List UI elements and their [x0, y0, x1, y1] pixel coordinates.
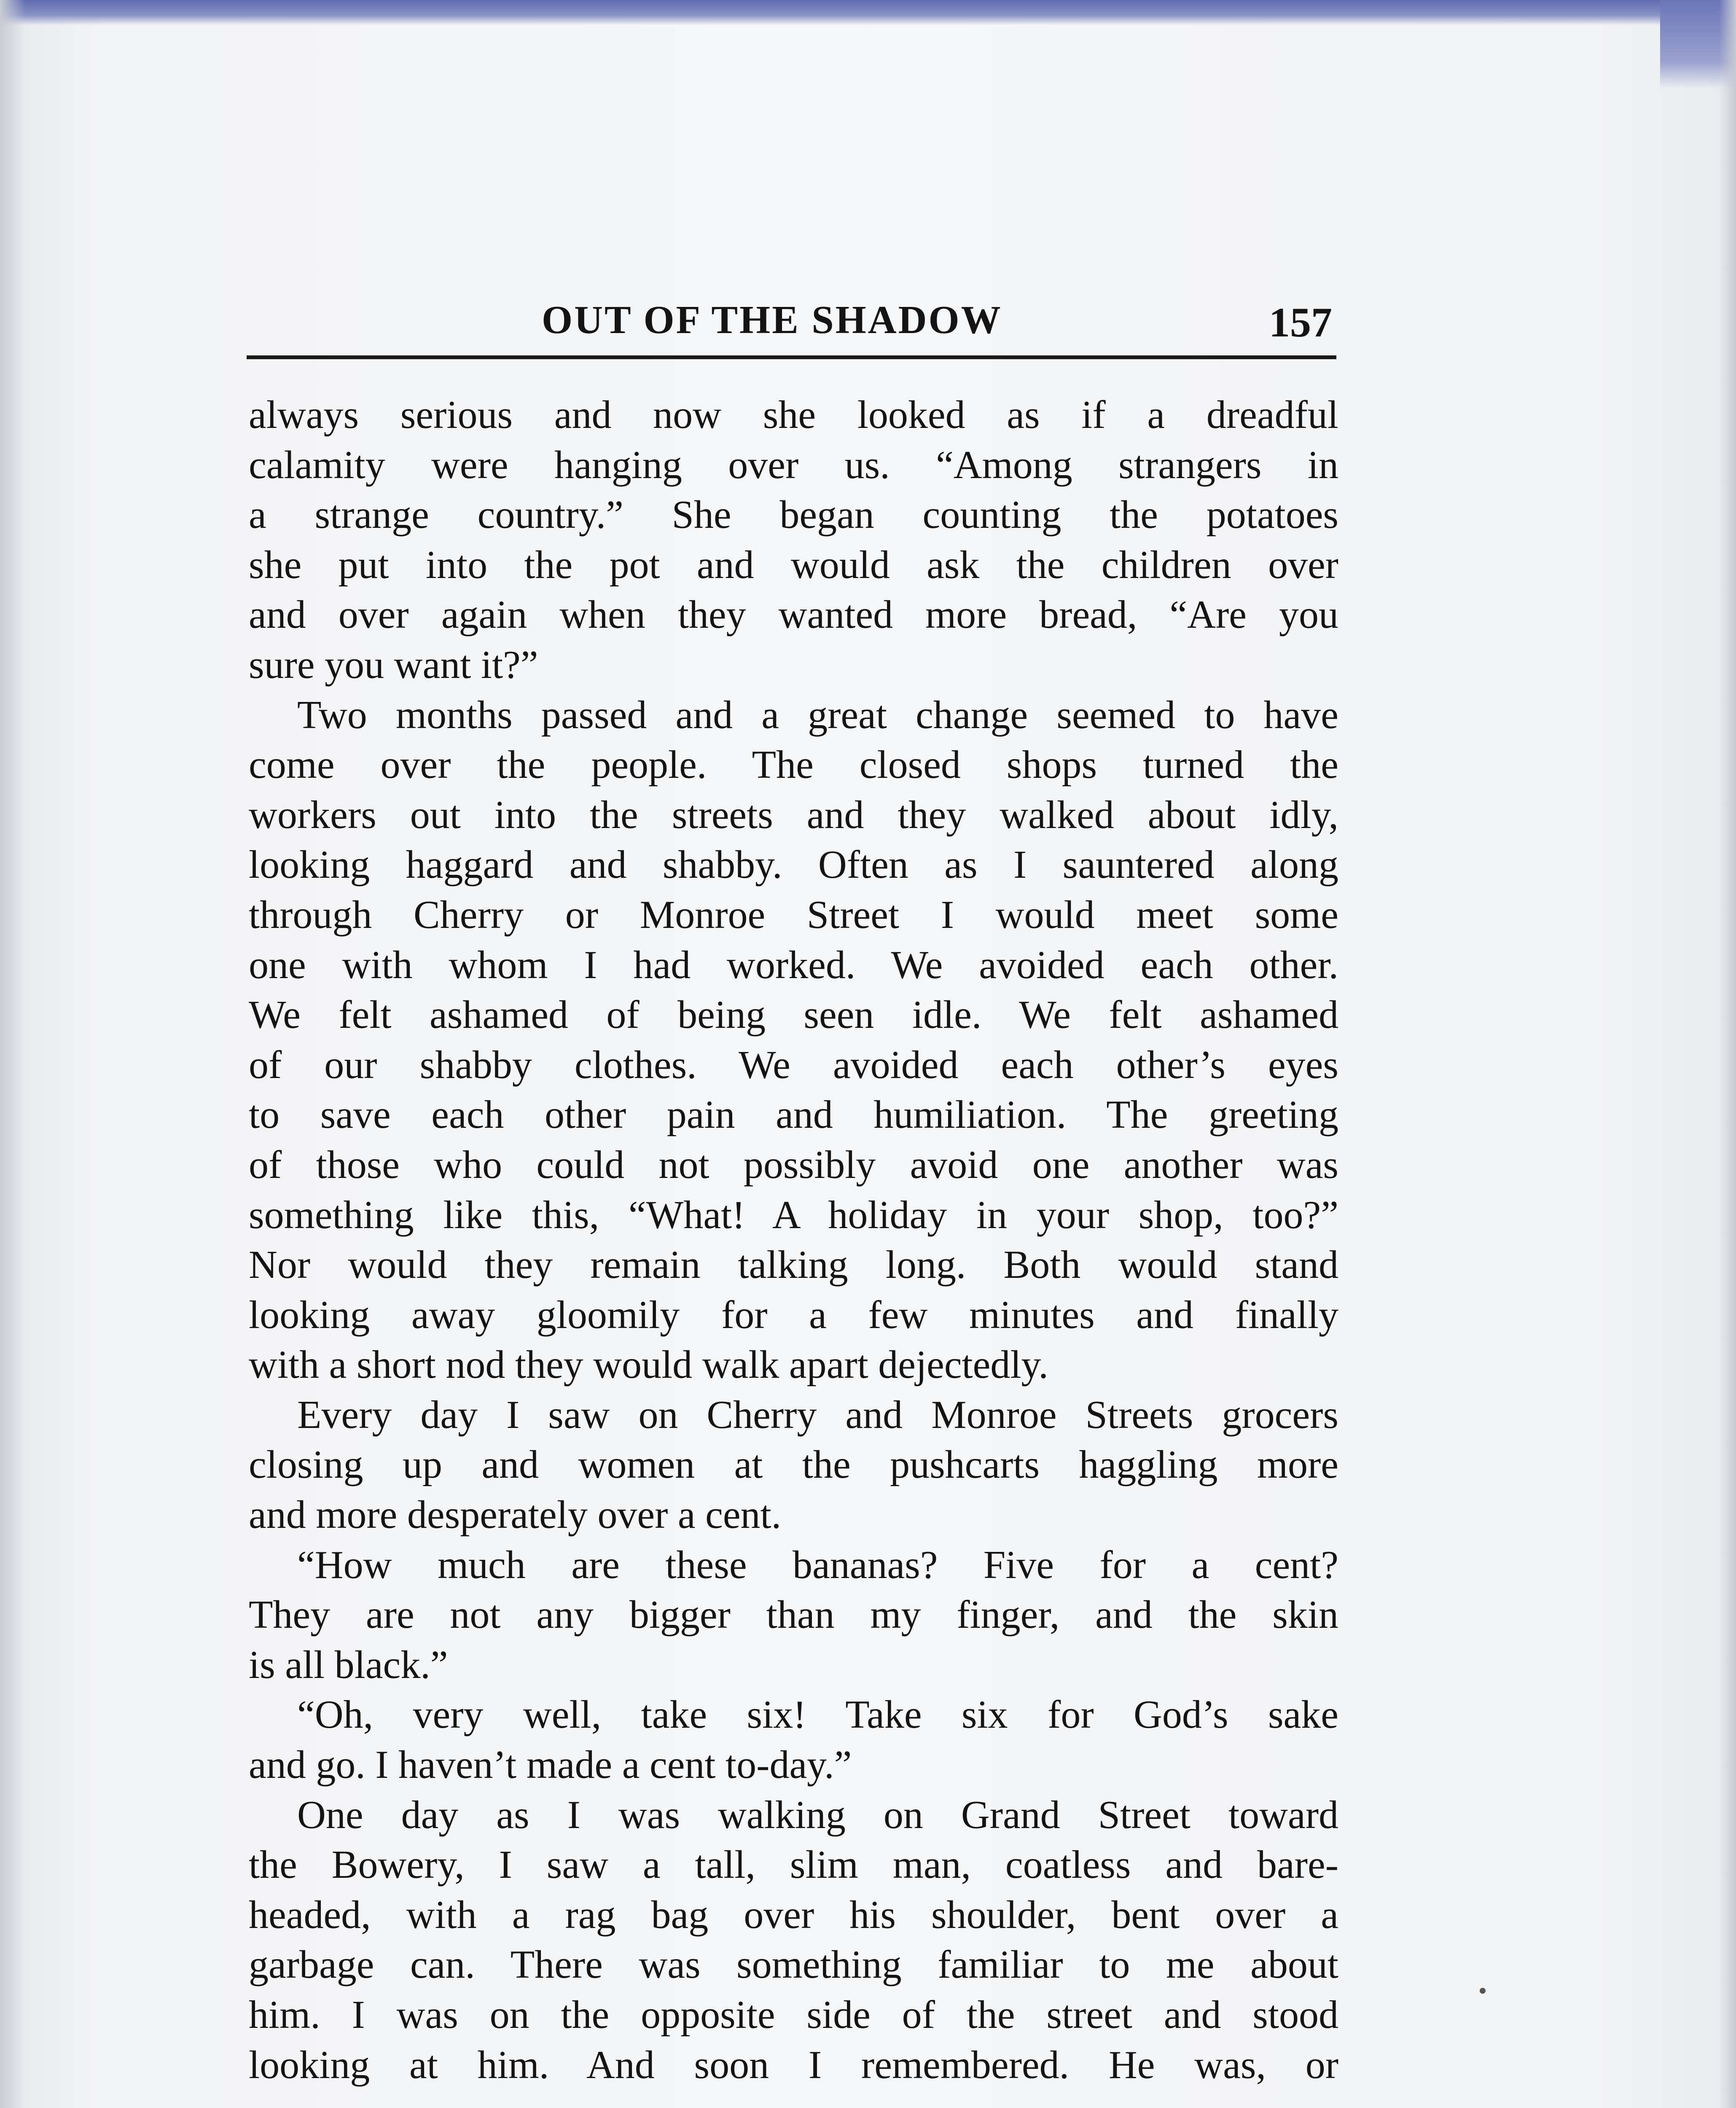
page-right-shadow — [1719, 0, 1736, 2108]
paper-speck — [1480, 1988, 1486, 1994]
text-line: One day as I was walking on Grand Street toward — [297, 1793, 1338, 1837]
text-line: Every day I saw on Cherry and Monroe Streets grocers — [297, 1393, 1338, 1437]
page-number: 157 — [1269, 299, 1332, 346]
page-left-shadow — [0, 0, 25, 2108]
text-line: a strange country.” She began counting the potatoes — [249, 493, 1338, 537]
text-line: workers out into the streets and they walked about idly, — [249, 793, 1338, 837]
text-line: is all black.” — [249, 1643, 448, 1687]
text-line: garbage can. There was something familiar to me about — [249, 1943, 1338, 1987]
text-line: him. I was on the opposite side of the street and stood — [249, 1993, 1338, 2037]
scan-top-edge-band — [0, 0, 1736, 25]
text-line: through Cherry or Monroe Street I would meet some — [249, 893, 1338, 937]
text-line: calamity were hanging over us. “Among strangers in — [249, 443, 1338, 487]
text-line: she put into the pot and would ask the children over — [249, 543, 1338, 587]
text-line: sure you want it?” — [249, 643, 538, 687]
text-line: Nor would they remain talking long. Both would stand — [249, 1243, 1338, 1287]
text-line: to save each other pain and humiliation. The greeting — [249, 1093, 1338, 1137]
running-head: OUT OF THE SHADOW — [542, 298, 1002, 342]
text-line: always serious and now she looked as if a dreadful — [249, 393, 1338, 437]
text-line: closing up and women at the pushcarts haggling more — [249, 1443, 1338, 1487]
text-line: “How much are these bananas? Five for a cent? — [297, 1543, 1338, 1587]
text-line: of those who could not possibly avoid one another was — [249, 1143, 1338, 1187]
text-line: come over the people. The closed shops turned the — [249, 743, 1338, 787]
text-line: looking away gloomily for a few minutes and finally — [249, 1293, 1338, 1337]
text-line: one with whom I had worked. We avoided each other. — [249, 943, 1338, 987]
body-text — [249, 390, 1338, 2090]
text-line: They are not any bigger than my finger, and the skin — [249, 1593, 1338, 1637]
text-line: of our shabby clothes. We avoided each other’s eyes — [249, 1043, 1338, 1087]
text-line: with a short nod they would walk apart dejectedly. — [249, 1343, 1048, 1387]
text-line: and go. I haven’t made a cent to-day.” — [249, 1743, 852, 1787]
page-header — [247, 297, 1336, 356]
text-line: “Oh, very well, take six! Take six for God’s sake — [297, 1693, 1338, 1737]
text-line: Two months passed and a great change seemed to have — [297, 693, 1338, 737]
header-rule — [247, 355, 1336, 359]
text-line: We felt ashamed of being seen idle. We felt ashamed — [249, 993, 1338, 1037]
text-line: and over again when they wanted more bread, “Are you — [249, 593, 1338, 637]
text-line: and more desperately over a cent. — [249, 1493, 782, 1537]
text-line: something like this, “What! A holiday in your shop, too?” — [249, 1193, 1338, 1237]
text-line: the Bowery, I saw a tall, slim man, coatless and bare- — [249, 1843, 1338, 1887]
text-line: looking at him. And soon I remembered. He was, or — [249, 2043, 1338, 2087]
text-line: looking haggard and shabby. Often as I sauntered along — [249, 843, 1338, 887]
text-line: headed, with a rag bag over his shoulder, bent over a — [249, 1893, 1338, 1937]
